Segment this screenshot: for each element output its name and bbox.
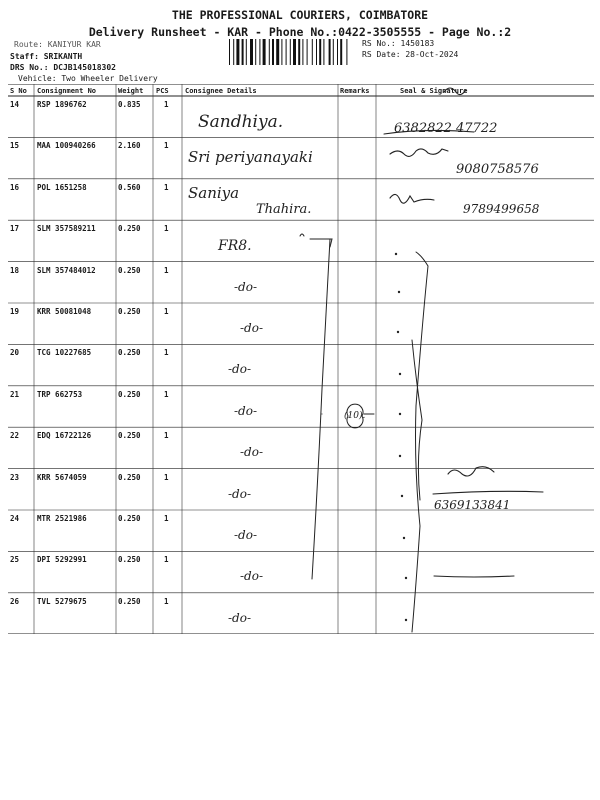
- handwritten-signature-14: 6382822 47722: [394, 121, 498, 136]
- row-serial-number: 24: [10, 514, 20, 523]
- row-serial-number: 25: [10, 555, 20, 565]
- row-consignment-number: TCG 10227685: [37, 348, 92, 358]
- barcode-bar: [255, 39, 256, 65]
- row-weight: 0.250: [118, 348, 141, 358]
- handwritten-ditto-consignee: -do-: [234, 279, 258, 294]
- barcode-bar: [312, 39, 313, 65]
- barcode-bar: [281, 39, 282, 65]
- barcode-bar: [307, 39, 308, 65]
- barcode-bar: [337, 39, 338, 65]
- handwritten-ditto-consignee: -do-: [228, 610, 252, 625]
- row-serial-number: 18: [10, 265, 20, 275]
- row-pieces: 1: [164, 141, 169, 151]
- handwritten-ditto-consignee: -do-: [228, 486, 252, 501]
- barcode-bar: [329, 39, 331, 65]
- row-serial-number: 22: [10, 431, 20, 441]
- rs-number: RS No.: 1450183: [362, 39, 435, 48]
- handwritten-ditto-consignee: -do-: [240, 445, 264, 460]
- barcode-bar: [233, 39, 234, 65]
- row-serial-number: 16: [10, 182, 20, 192]
- row-serial-number: 14: [10, 100, 20, 109]
- row-weight: 0.250: [118, 389, 141, 399]
- row-pieces: 1: [164, 265, 169, 275]
- row-weight: 0.250: [118, 224, 141, 234]
- barcode-bar: [286, 39, 287, 65]
- barcode-bar: [319, 39, 321, 65]
- col-header-sno: S No: [10, 87, 27, 95]
- row-weight: 0.250: [118, 555, 141, 565]
- row-serial-number: 20: [10, 348, 20, 358]
- row-consignment-number: MTR 2521986: [37, 514, 87, 523]
- col-header-pcs: PCS: [156, 87, 169, 95]
- barcode-bar: [340, 39, 342, 65]
- barcode-bar: [246, 39, 247, 65]
- barcode-bar: [263, 39, 266, 65]
- col-header-consignment: Consignment No: [37, 87, 97, 95]
- handwritten-signature-23: 6369133841: [434, 498, 511, 512]
- row-weight: 0.560: [118, 182, 141, 192]
- col-header-consignee: Consignee Details: [185, 87, 257, 95]
- row-serial-number: 26: [10, 596, 20, 606]
- row-weight: 0.250: [118, 265, 141, 275]
- handwritten-consignee-16-first: Saniya: [188, 184, 240, 202]
- row-pieces: 1: [164, 514, 169, 523]
- handwritten-consignee-16-second: Thahira.: [256, 202, 312, 217]
- handwritten-ditto-consignee: -do-: [228, 362, 252, 377]
- barcode-bar: [316, 39, 317, 65]
- row-pieces: 1: [164, 555, 169, 565]
- col-header-weight: Weight: [118, 87, 144, 95]
- handwritten-signature-16: 9789499658: [463, 202, 540, 216]
- runsheet-title: Delivery Runsheet - KAR - Phone No.:0422-3505555 - Page No.:2: [88, 25, 512, 39]
- handwritten-ditto-consignee: -do-: [234, 403, 258, 418]
- row-pieces: 1: [164, 472, 169, 482]
- barcode-bar: [229, 39, 230, 65]
- row-consignment-number: EDQ 16722126: [37, 431, 92, 441]
- barcode-bar: [269, 39, 270, 65]
- handwritten-ditto-consignee: -do-: [240, 569, 264, 584]
- handwritten-signature-15: 9080758576: [456, 162, 539, 177]
- row-weight: 2.160: [118, 141, 141, 151]
- row-pieces: 1: [164, 307, 169, 316]
- row-pieces: 1: [164, 224, 169, 234]
- barcode-bar: [298, 39, 300, 65]
- row-serial-number: 21: [10, 389, 20, 399]
- row-serial-number: 17: [10, 224, 20, 234]
- barcode-bar: [346, 39, 347, 65]
- row-weight: 0.250: [118, 514, 141, 523]
- row-consignment-number: DPI 5292991: [37, 555, 87, 565]
- staff-label: Staff: SRIKANTH: [10, 52, 83, 61]
- row-serial-number: 19: [10, 307, 20, 316]
- row-consignment-number: SLM 357484012: [37, 265, 96, 275]
- row-consignment-number: RSP 1896762: [37, 100, 87, 109]
- barcode-bar: [250, 39, 253, 65]
- handwritten-ditto-consignee: -do-: [240, 321, 264, 335]
- row-weight: 0.250: [118, 431, 141, 441]
- row-consignment-number: KRR 50081048: [37, 307, 92, 316]
- handwritten-consignee-15: Sri periyanayaki: [188, 148, 313, 166]
- row-pieces: 1: [164, 100, 169, 109]
- row-serial-number: 23: [10, 472, 20, 482]
- barcode-bar: [272, 39, 274, 65]
- row-weight: 0.250: [118, 596, 141, 606]
- barcode-bar: [293, 39, 296, 65]
- row-consignment-number: KRR 5674059: [37, 472, 87, 482]
- row-consignment-number: POL 1651258: [37, 182, 87, 192]
- handwritten-remarks-21: (10).: [344, 411, 366, 421]
- drs-number: DRS No.: DCJB145018302: [10, 63, 116, 72]
- barcode-bar: [323, 39, 324, 65]
- col-header-remarks: Remarks: [340, 87, 370, 95]
- row-pieces: 1: [164, 596, 169, 606]
- barcode-bar: [236, 39, 239, 65]
- col-header-signature: Seal & Signature: [400, 87, 468, 95]
- row-weight: 0.835: [118, 100, 141, 109]
- barcode-bar: [302, 39, 303, 65]
- row-consignment-number: SLM 357589211: [37, 224, 96, 234]
- barcode: [229, 39, 359, 65]
- row-pieces: 1: [164, 182, 169, 192]
- handwritten-consignee-17: FR8.: [218, 238, 252, 254]
- company-title: THE PROFESSIONAL COURIERS, COIMBATORE: [171, 8, 429, 22]
- row-serial-number: 15: [10, 141, 20, 151]
- route-label: Route: KANIYUR KAR: [14, 40, 101, 49]
- row-consignment-number: MAA 100940266: [37, 141, 96, 151]
- barcode-bar: [333, 39, 334, 65]
- handwritten-consignee-14: Sandhiya.: [198, 112, 284, 132]
- barcode-bar: [290, 39, 291, 65]
- row-consignment-number: TRP 662753: [37, 389, 83, 399]
- row-pieces: 1: [164, 348, 169, 358]
- row-weight: 0.250: [118, 472, 141, 482]
- row-pieces: 1: [164, 389, 169, 399]
- vehicle-label: Vehicle: Two Wheeler Delivery: [18, 74, 158, 83]
- row-weight: 0.250: [118, 307, 141, 316]
- barcode-bar: [259, 39, 260, 65]
- row-consignment-number: TVL 5279675: [37, 596, 87, 606]
- row-pieces: 1: [164, 431, 169, 441]
- signature-scribbles: [8, 84, 594, 634]
- barcode-bar: [276, 39, 279, 65]
- barcode-bar: [242, 39, 244, 65]
- rs-date: RS Date: 28-Oct-2024: [362, 50, 459, 59]
- handwritten-ditto-consignee: -do-: [234, 528, 258, 542]
